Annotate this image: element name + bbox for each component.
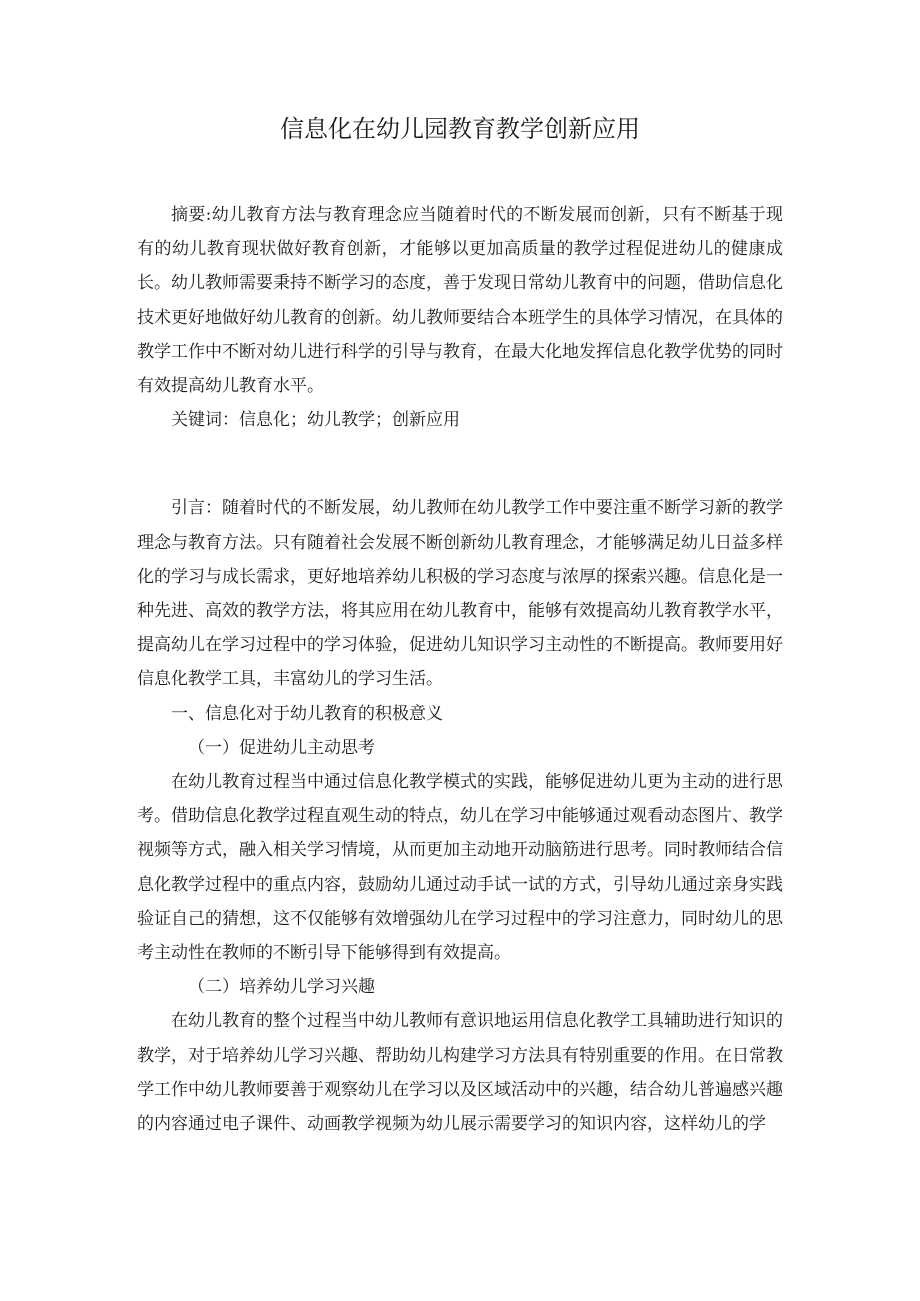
subsection-1-heading: （一）促进幼儿主动思考: [188, 737, 375, 758]
subsection-2-heading: （二）培养幼儿学习兴趣: [188, 977, 375, 998]
abstract-paragraph: [137, 198, 783, 403]
abstract-text: 幼儿教育方法与教育理念应当随着时代的不断发展而创新，只有不断基于现有的幼儿教育现状做好教育创新，才能够以更加高质量的教学过程促进幼儿的健康成长。幼儿教师需要秉持不断学习的态度，善于发现日常幼儿教育中的问题，借助信息化技术更好地做好幼儿教育的创新。幼儿教师要结合本班学生的具体学习情况，在具体的教学工作中不断对幼儿进行科学的引导与教育，在最大化地发挥信息化教学优势的同时有效提高幼儿教育水平。: [137, 205, 783, 397]
keywords-line: 关键词：信息化；幼儿教学；创新应用: [171, 410, 460, 431]
paragraph-gap: [137, 437, 783, 491]
intro-paragraph: 引言：随着时代的不断发展，幼儿教师在幼儿教学工作中要注重不断学习新的教学理念与教育方法。只有随着社会发展不断创新幼儿教育理念，才能够满足幼儿日益多样化的学习与成长需求，更好地培养幼儿积极的学习态度与浓厚的探索兴趣。信息化是一种先进、高效的教学方法，将其应用在幼儿教育中，能够有效提高幼儿教育教学水平，提高幼儿在学习过程中的学习体验，促进幼儿知识学习主动性的不断提高。教师要用好信息化教学工具，丰富幼儿的学习生活。: [137, 498, 783, 690]
abstract-label: 摘要:: [171, 205, 212, 225]
document-title: 信息化在幼儿园教育教学创新应用: [280, 115, 640, 143]
subsection-2-paragraph: 在幼儿教育的整个过程当中幼儿教师有意识地运用信息化教学工具辅助进行知识的教学，对于培养幼儿学习兴趣、帮助幼儿构建学习方法具有特别重要的作用。在日常教学工作中幼儿教师要善于观察幼儿在学习以及区域活动中的兴趣，结合幼儿普遍感兴趣的内容通过电子课件、动画教学视频为幼儿展示需要学习的知识内容，这样幼儿的学: [137, 1011, 783, 1135]
subsection-1-paragraph: 在幼儿教育过程当中通过信息化教学模式的实践，能够促进幼儿更为主动的进行思考。借助信息化教学过程直观生动的特点，幼儿在学习中能够通过观看动态图片、教学视频等方式，融入相关学习情境，从而更加主动地开动脑筋进行思考。同时教师结合信息化教学过程中的重点内容，鼓励幼儿通过动手试一试的方式，引导幼儿通过亲身实践验证自己的猜想，这不仅能够有效增强幼儿在学习过程中的学习注意力，同时幼儿的思考主动性在教师的不断引导下能够得到有效提高。: [137, 772, 783, 964]
document-body: [137, 198, 783, 1141]
section-1-heading: 一、信息化对于幼儿教育的积极意义: [171, 703, 443, 724]
